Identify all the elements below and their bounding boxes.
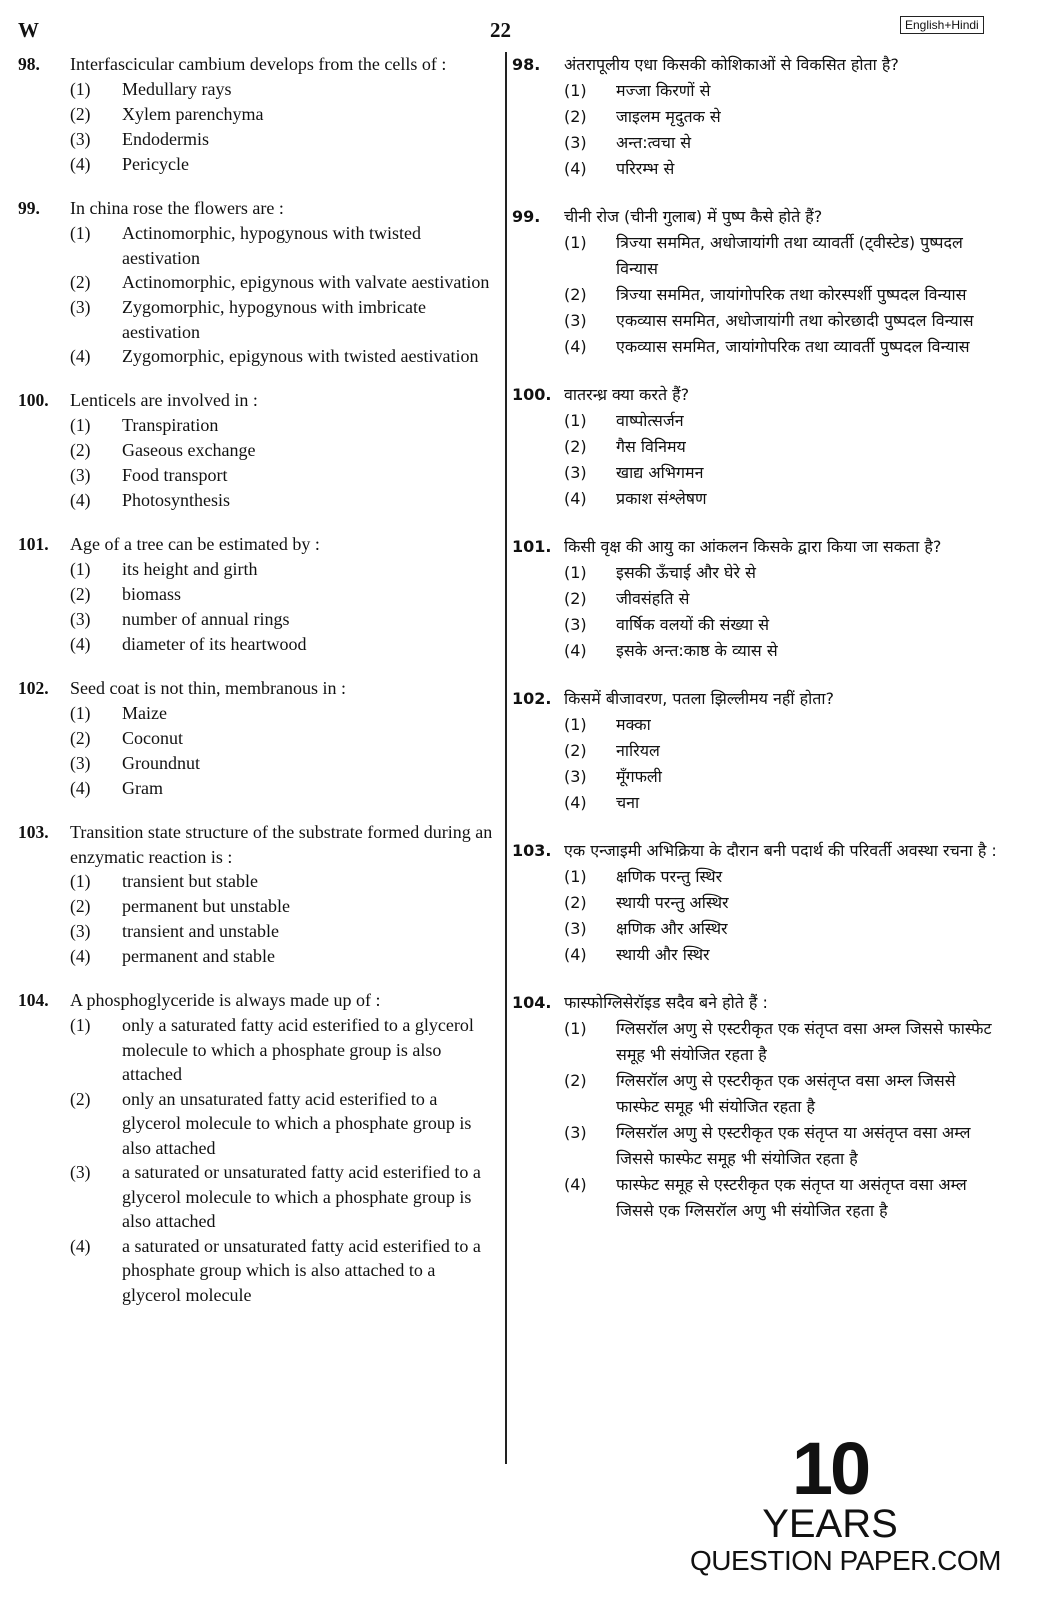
question-stem (512, 686, 998, 712)
question-item (18, 820, 496, 969)
page-header (0, 16, 1046, 46)
answer-option (564, 1172, 998, 1224)
question-stem (512, 838, 998, 864)
answer-option (70, 726, 496, 751)
answer-option (70, 751, 496, 776)
answer-option (564, 1120, 998, 1172)
answer-option (70, 557, 496, 582)
answer-option (564, 408, 998, 434)
question-text: Lenticels are involved in : (70, 390, 258, 410)
question-item (18, 388, 496, 513)
question-number: 102. (512, 689, 552, 708)
answer-option (564, 638, 998, 664)
option-number: (3) (564, 463, 587, 482)
answer-option (70, 413, 496, 438)
question-stem (18, 532, 496, 557)
watermark-logo (690, 1427, 1001, 1594)
option-text: Pericycle (122, 154, 189, 174)
option-text: a saturated or unsaturated fatty acid esterified to a glycerol molecule to which a phosphate group is also attached (122, 1162, 481, 1231)
option-text: वार्षिक वलयों की संख्या से (616, 615, 770, 634)
answer-option (564, 942, 998, 968)
question-text: In china rose the flowers are : (70, 198, 284, 218)
option-text: मक्का (616, 715, 651, 734)
option-number: (4) (564, 489, 587, 508)
question-text: Seed coat is not thin, membranous in : (70, 678, 346, 698)
option-text: only a saturated fatty acid esterified to a glycerol molecule to which a phosphate group is also attached (122, 1015, 474, 1084)
answer-option (70, 582, 496, 607)
option-text: परिरम्भ से (616, 159, 675, 178)
answer-option (564, 130, 998, 156)
question-text: Age of a tree can be estimated by : (70, 534, 320, 554)
option-number: (4) (70, 778, 91, 798)
question-text: A phosphoglyceride is always made up of : (70, 990, 381, 1010)
answer-option (564, 712, 998, 738)
answer-option (70, 894, 496, 919)
option-number: (2) (564, 741, 587, 760)
question-item (512, 204, 998, 360)
option-text: Actinomorphic, epigynous with valvate aestivation (122, 272, 490, 292)
answer-option (564, 434, 998, 460)
question-stem (512, 382, 998, 408)
option-text: इसके अन्त:काष्ठ के व्यास से (616, 641, 778, 660)
answer-option (564, 586, 998, 612)
option-text: biomass (122, 584, 182, 604)
question-item (512, 686, 998, 816)
question-item (18, 52, 496, 177)
question-item (512, 990, 998, 1224)
option-number: (3) (564, 133, 587, 152)
question-number: 100. (512, 385, 552, 404)
option-text: Coconut (122, 728, 183, 748)
option-number: (4) (564, 945, 587, 964)
question-text: किसी वृक्ष की आयु का आंकलन किसके द्वारा किया जा सकता है? (564, 537, 942, 556)
page-number: 22 (490, 18, 511, 42)
question-item (512, 534, 998, 664)
option-text: Actinomorphic, hypogynous with twisted aestivation (122, 223, 421, 268)
option-text: permanent and stable (122, 946, 275, 966)
option-text: स्थायी परन्तु अस्थिर (616, 893, 729, 912)
option-number: (1) (564, 411, 587, 430)
option-text: Zygomorphic, epigynous with twisted aestivation (122, 346, 479, 366)
english-column (18, 52, 496, 1326)
question-stem (512, 204, 998, 230)
answer-option (564, 612, 998, 638)
answer-option (564, 764, 998, 790)
option-text: वाष्पोत्सर्जन (616, 411, 684, 430)
option-text: permanent but unstable (122, 896, 290, 916)
option-number: (3) (564, 615, 587, 634)
question-stem (18, 988, 496, 1013)
question-number: 103. (512, 841, 552, 860)
logo-site: QUESTION PAPER.COM (690, 1545, 1001, 1576)
option-number: (4) (70, 946, 91, 966)
answer-option (70, 1160, 496, 1234)
option-number: (2) (70, 728, 91, 748)
option-number: (1) (564, 233, 587, 252)
answer-option (70, 270, 496, 295)
option-number: (3) (70, 129, 91, 149)
option-number: (3) (564, 311, 587, 330)
option-text: Photosynthesis (122, 490, 231, 510)
option-text: ग्लिसरॉल अणु से एस्टरीकृत एक संतृप्त या असंतृप्त वसा अम्ल जिससे फास्फेट समूह भी संयोजित रहता है (616, 1123, 971, 1168)
question-text: Interfascicular cambium develops from the cells of : (70, 54, 447, 74)
question-number: 99. (512, 207, 541, 226)
option-text: एकव्यास सममित, जायांगोपरिक तथा व्यावर्ती पुष्पदल विन्यास (616, 337, 970, 356)
answer-option (564, 790, 998, 816)
question-stem (18, 388, 496, 413)
option-number: (1) (564, 81, 587, 100)
option-text: त्रिज्या सममित, अधोजायांगी तथा व्यावर्ती (ट्वीस्टेड) पुष्पदल विन्यास (616, 233, 963, 278)
option-number: (1) (564, 867, 587, 886)
option-number: (4) (70, 346, 91, 366)
option-number: (1) (564, 1019, 587, 1038)
option-number: (4) (564, 641, 587, 660)
question-stem (512, 52, 998, 78)
answer-option (70, 607, 496, 632)
option-number: (2) (564, 893, 587, 912)
option-text: transient but stable (122, 871, 258, 891)
option-number: (1) (70, 703, 91, 723)
option-text: त्रिज्या सममित, जायांगोपरिक तथा कोरस्पर्शी पुष्पदल विन्यास (616, 285, 967, 304)
option-number: (4) (70, 634, 91, 654)
option-number: (2) (564, 1071, 587, 1090)
answer-option (564, 864, 998, 890)
answer-option (70, 1234, 496, 1308)
answer-option (70, 869, 496, 894)
option-number: (2) (70, 584, 91, 604)
answer-option (70, 463, 496, 488)
question-item (512, 52, 998, 182)
option-text: फास्फेट समूह से एस्टरीकृत एक संतृप्त या असंतृप्त वसा अम्ल जिससे एक ग्लिसरॉल अणु भी संयोजित रहता है (616, 1175, 967, 1220)
question-text: एक एन्जाइमी अभिक्रिया के दौरान बनी पदार्थ की परिवर्ती अवस्था रचना है : (564, 841, 997, 860)
option-number: (1) (70, 1015, 91, 1035)
logo-years: YEARS (762, 1502, 898, 1546)
answer-option (564, 486, 998, 512)
option-number: (3) (70, 297, 91, 317)
answer-option (70, 438, 496, 463)
answer-option (564, 104, 998, 130)
answer-option (70, 919, 496, 944)
answer-option (564, 738, 998, 764)
option-text: Gram (122, 778, 163, 798)
option-text: ग्लिसरॉल अणु से एस्टरीकृत एक असंतृप्त वसा अम्ल जिससे फास्फेट समूह भी संयोजित रहता है (616, 1071, 956, 1116)
option-text: इसकी ऊँचाई और घेरे से (616, 563, 756, 582)
option-text: क्षणिक और अस्थिर (616, 919, 728, 938)
option-text: diameter of its heartwood (122, 634, 307, 654)
option-text: a saturated or unsaturated fatty acid esterified to a phosphate group which is also attached to a glycerol molecule (122, 1235, 481, 1305)
option-text: जाइलम मृदुतक से (616, 107, 721, 126)
question-item (18, 532, 496, 657)
option-number: (1) (70, 79, 91, 99)
option-text: Transpiration (122, 415, 219, 435)
question-number: 101. (512, 537, 552, 556)
option-text: ग्लिसरॉल अणु से एस्टरीकृत एक संतृप्त वसा अम्ल जिससे फास्फेट समूह भी संयोजित रहता है (616, 1019, 992, 1064)
answer-option (70, 701, 496, 726)
option-number: (4) (564, 793, 587, 812)
question-number: 98. (512, 55, 541, 74)
answer-option (564, 1016, 998, 1068)
option-text: चना (616, 793, 640, 812)
option-number: (2) (564, 589, 587, 608)
language-badge: English+Hindi (900, 16, 984, 34)
option-number: (2) (70, 1088, 91, 1109)
question-number: 104. (512, 993, 552, 1012)
question-number: 99. (18, 198, 40, 218)
answer-option (564, 890, 998, 916)
set-code: W (18, 18, 39, 42)
answer-option (70, 1013, 496, 1087)
answer-option (70, 77, 496, 102)
option-number: (3) (70, 609, 91, 629)
option-number: (3) (564, 919, 587, 938)
question-stem (18, 676, 496, 701)
option-text: स्थायी और स्थिर (616, 945, 710, 964)
option-text: its height and girth (122, 559, 258, 579)
option-text: प्रकाश संश्लेषण (616, 489, 707, 508)
question-stem (18, 196, 496, 221)
answer-option (70, 944, 496, 969)
option-number: (2) (564, 437, 587, 456)
answer-option (70, 632, 496, 657)
option-number: (2) (70, 104, 91, 124)
answer-option (564, 282, 998, 308)
question-stem (512, 534, 998, 560)
question-item (18, 988, 496, 1307)
option-number: (2) (564, 107, 587, 126)
option-number: (4) (564, 337, 587, 356)
answer-option (70, 776, 496, 801)
question-item (18, 676, 496, 801)
option-number: (3) (70, 465, 91, 485)
question-text: वातरन्ध्र क्या करते हैं? (564, 385, 690, 404)
option-number: (3) (70, 1162, 91, 1182)
option-number: (4) (70, 154, 91, 174)
option-text: जीवसंहति से (616, 589, 690, 608)
answer-option (70, 127, 496, 152)
option-number: (2) (564, 285, 587, 304)
option-number: (1) (564, 563, 587, 582)
option-number: (1) (564, 715, 587, 734)
question-item (512, 838, 998, 968)
option-text: number of annual rings (122, 609, 290, 629)
option-text: एकव्यास सममित, अधोजायांगी तथा कोरछादी पुष्पदल विन्यास (616, 311, 974, 330)
option-text: नारियल (616, 741, 660, 760)
answer-option (70, 1087, 496, 1161)
answer-option (70, 295, 496, 344)
answer-option (564, 78, 998, 104)
question-text: फास्फोग्लिसेरॉइड सदैव बने होते हैं : (564, 993, 768, 1012)
option-text: Food transport (122, 465, 228, 485)
option-number: (1) (70, 415, 91, 435)
answer-option (564, 560, 998, 586)
option-text: transient and unstable (122, 921, 279, 941)
option-number: (3) (70, 753, 91, 773)
question-number: 98. (18, 54, 40, 74)
option-text: Zygomorphic, hypogynous with imbricate aestivation (122, 297, 426, 342)
option-number: (4) (564, 1175, 587, 1194)
option-number: (3) (564, 1123, 587, 1142)
option-number: (4) (70, 1235, 91, 1256)
answer-option (70, 152, 496, 177)
option-number: (4) (564, 159, 587, 178)
question-item (18, 196, 496, 369)
question-text: अंतरापूलीय एधा किसकी कोशिकाओं से विकसित होता है? (564, 55, 899, 74)
answer-option (564, 916, 998, 942)
answer-option (564, 156, 998, 182)
question-text: चीनी रोज (चीनी गुलाब) में पुष्प कैसे होते हैं? (564, 207, 823, 226)
question-number: 102. (18, 678, 49, 698)
option-text: गैस विनिमय (616, 437, 686, 456)
option-text: खाद्य अभिगमन (616, 463, 704, 482)
question-text: Transition state structure of the substrate formed during an enzymatic reaction is : (70, 822, 493, 867)
answer-option (564, 460, 998, 486)
answer-option (70, 221, 496, 270)
option-text: Gaseous exchange (122, 440, 256, 460)
option-number: (2) (70, 896, 91, 916)
option-number: (4) (70, 490, 91, 510)
option-number: (1) (70, 871, 91, 891)
hindi-column (512, 52, 998, 1246)
answer-option (70, 344, 496, 369)
answer-option (564, 1068, 998, 1120)
column-divider (505, 52, 507, 1464)
option-text: Medullary rays (122, 79, 232, 99)
question-number: 101. (18, 534, 49, 554)
option-number: (1) (70, 559, 91, 579)
question-stem (18, 820, 496, 869)
question-item (512, 382, 998, 512)
logo-number: 10 (791, 1427, 869, 1510)
option-text: Endodermis (122, 129, 209, 149)
option-text: मूँगफली (616, 767, 662, 786)
option-number: (2) (70, 440, 91, 460)
answer-option (564, 334, 998, 360)
option-number: (1) (70, 223, 91, 243)
question-text: किसमें बीजावरण, पतला झिल्लीमय नहीं होता? (564, 689, 835, 708)
option-text: Groundnut (122, 753, 200, 773)
option-text: मज्जा किरणों से (616, 81, 711, 100)
question-number: 100. (18, 390, 49, 410)
question-stem (18, 52, 496, 77)
option-text: क्षणिक परन्तु स्थिर (616, 867, 723, 886)
answer-option (70, 488, 496, 513)
question-number: 103. (18, 822, 49, 842)
answer-option (564, 308, 998, 334)
answer-option (564, 230, 998, 282)
question-number: 104. (18, 990, 49, 1010)
option-text: Maize (122, 703, 167, 723)
answer-option (70, 102, 496, 127)
option-number: (2) (70, 272, 91, 292)
option-text: Xylem parenchyma (122, 104, 264, 124)
option-text: अन्त:त्वचा से (616, 133, 692, 152)
option-number: (3) (564, 767, 587, 786)
question-stem (512, 990, 998, 1016)
option-text: only an unsaturated fatty acid esterified to a glycerol molecule to which a phosphate group is also attached (122, 1088, 472, 1158)
option-number: (3) (70, 921, 91, 941)
